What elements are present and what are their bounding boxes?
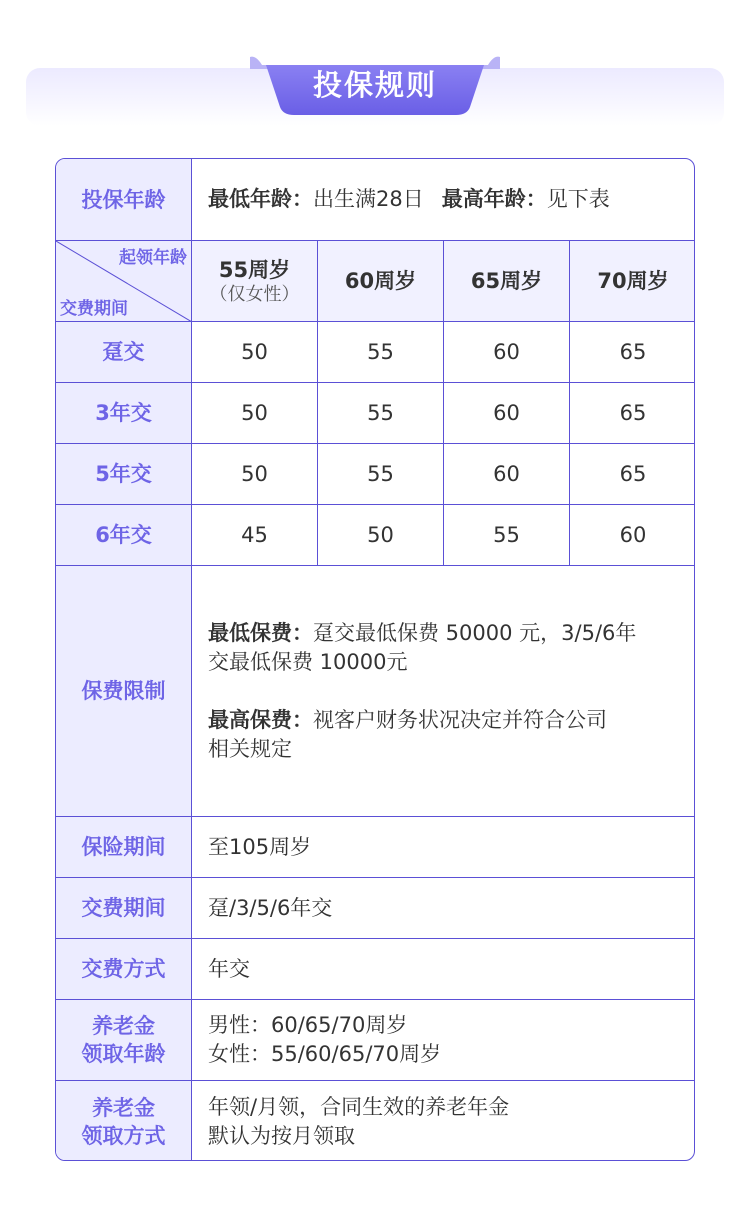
text-line: 默认为按月领取 — [208, 1123, 355, 1148]
table-cell: 50 — [192, 383, 318, 444]
col-header-60 — [318, 241, 444, 322]
max-age-key: 最高年龄： — [441, 187, 547, 211]
table-cell: 55 — [444, 505, 570, 566]
table-cell: 55 — [318, 322, 444, 383]
table-cell: 65 — [570, 322, 695, 383]
label-payment-period: 交费期间 — [56, 878, 192, 939]
table-cell: 55 — [318, 383, 444, 444]
min-premium-text: 趸交最低保费 50000 元，3/5/6年 — [313, 620, 637, 645]
col-header-sub: （仅女性） — [209, 284, 300, 305]
col-header-label: 65周岁 — [470, 269, 543, 293]
max-premium-line2: 相关规定 — [208, 736, 292, 761]
label-pension-claim-method — [56, 1081, 192, 1161]
insurance-rules-table — [55, 158, 695, 1161]
text-line: 女性：55/60/65/70周岁 — [208, 1042, 442, 1066]
col-header-65 — [444, 241, 570, 322]
min-premium-line1 — [208, 619, 636, 648]
table-cell: 55 — [318, 444, 444, 505]
text-line: 男性：60/65/70周岁 — [208, 1013, 408, 1037]
text-line: 年领/月领，合同生效的养老年金 — [208, 1094, 510, 1119]
table-cell: 60 — [444, 322, 570, 383]
min-age-key: 最低年龄： — [208, 187, 313, 211]
premium-limit-value — [192, 566, 695, 817]
insure-age-value — [192, 159, 695, 241]
col-header-label: 60周岁 — [344, 269, 417, 293]
table-cell: 65 — [570, 383, 695, 444]
coverage-period-value: 至105周岁 — [192, 817, 695, 878]
label-line: 领取年龄 — [81, 1042, 166, 1066]
min-premium-key: 最低保费： — [208, 620, 313, 645]
label-premium-limit: 保费限制 — [56, 566, 192, 817]
label-insure-age: 投保年龄 — [56, 159, 192, 241]
min-age-value: 出生满28日 — [313, 187, 424, 211]
col-header-70 — [570, 241, 695, 322]
table-cell: 60 — [570, 505, 695, 566]
max-premium-line1 — [208, 706, 607, 735]
max-age-value: 见下表 — [546, 187, 610, 211]
label-line: 领取方式 — [81, 1123, 166, 1148]
payment-period-value: 趸/3/5/6年交 — [192, 878, 695, 939]
table-cell: 50 — [192, 444, 318, 505]
table-cell: 60 — [444, 444, 570, 505]
label-payment-method: 交费方式 — [56, 939, 192, 1000]
table-cell: 60 — [444, 383, 570, 444]
row-label-3yr: 3年交 — [56, 383, 192, 444]
pension-claim-method-value — [192, 1081, 695, 1161]
label-pension-claim-age — [56, 1000, 192, 1081]
page-title: 投保规则 — [312, 68, 437, 102]
pension-claim-age-value — [192, 1000, 695, 1081]
table-cell: 50 — [318, 505, 444, 566]
label-line: 养老金 — [92, 1014, 155, 1038]
table-cell: 65 — [570, 444, 695, 505]
grid-corner-cell — [56, 241, 192, 322]
corner-claim-age-label: 起领年龄 — [119, 248, 187, 268]
max-premium-key: 最高保费： — [208, 707, 313, 732]
col-header-label: 70周岁 — [597, 269, 669, 293]
min-premium-line2: 交最低保费 10000元 — [208, 649, 408, 674]
row-label-5yr: 5年交 — [56, 444, 192, 505]
row-label-6yr: 6年交 — [56, 505, 192, 566]
table-cell: 45 — [192, 505, 318, 566]
table-cell: 50 — [192, 322, 318, 383]
col-header-55 — [192, 241, 318, 322]
label-coverage-period: 保险期间 — [56, 817, 192, 878]
max-premium-text: 视客户财务状况决定并符合公司 — [313, 707, 607, 732]
title-tab — [250, 55, 500, 115]
corner-payment-period-label: 交费期间 — [60, 299, 128, 319]
col-header-label: 55周岁 — [218, 258, 291, 282]
payment-method-value: 年交 — [192, 939, 695, 1000]
label-line: 养老金 — [92, 1095, 155, 1120]
row-label-single: 趸交 — [56, 322, 192, 383]
